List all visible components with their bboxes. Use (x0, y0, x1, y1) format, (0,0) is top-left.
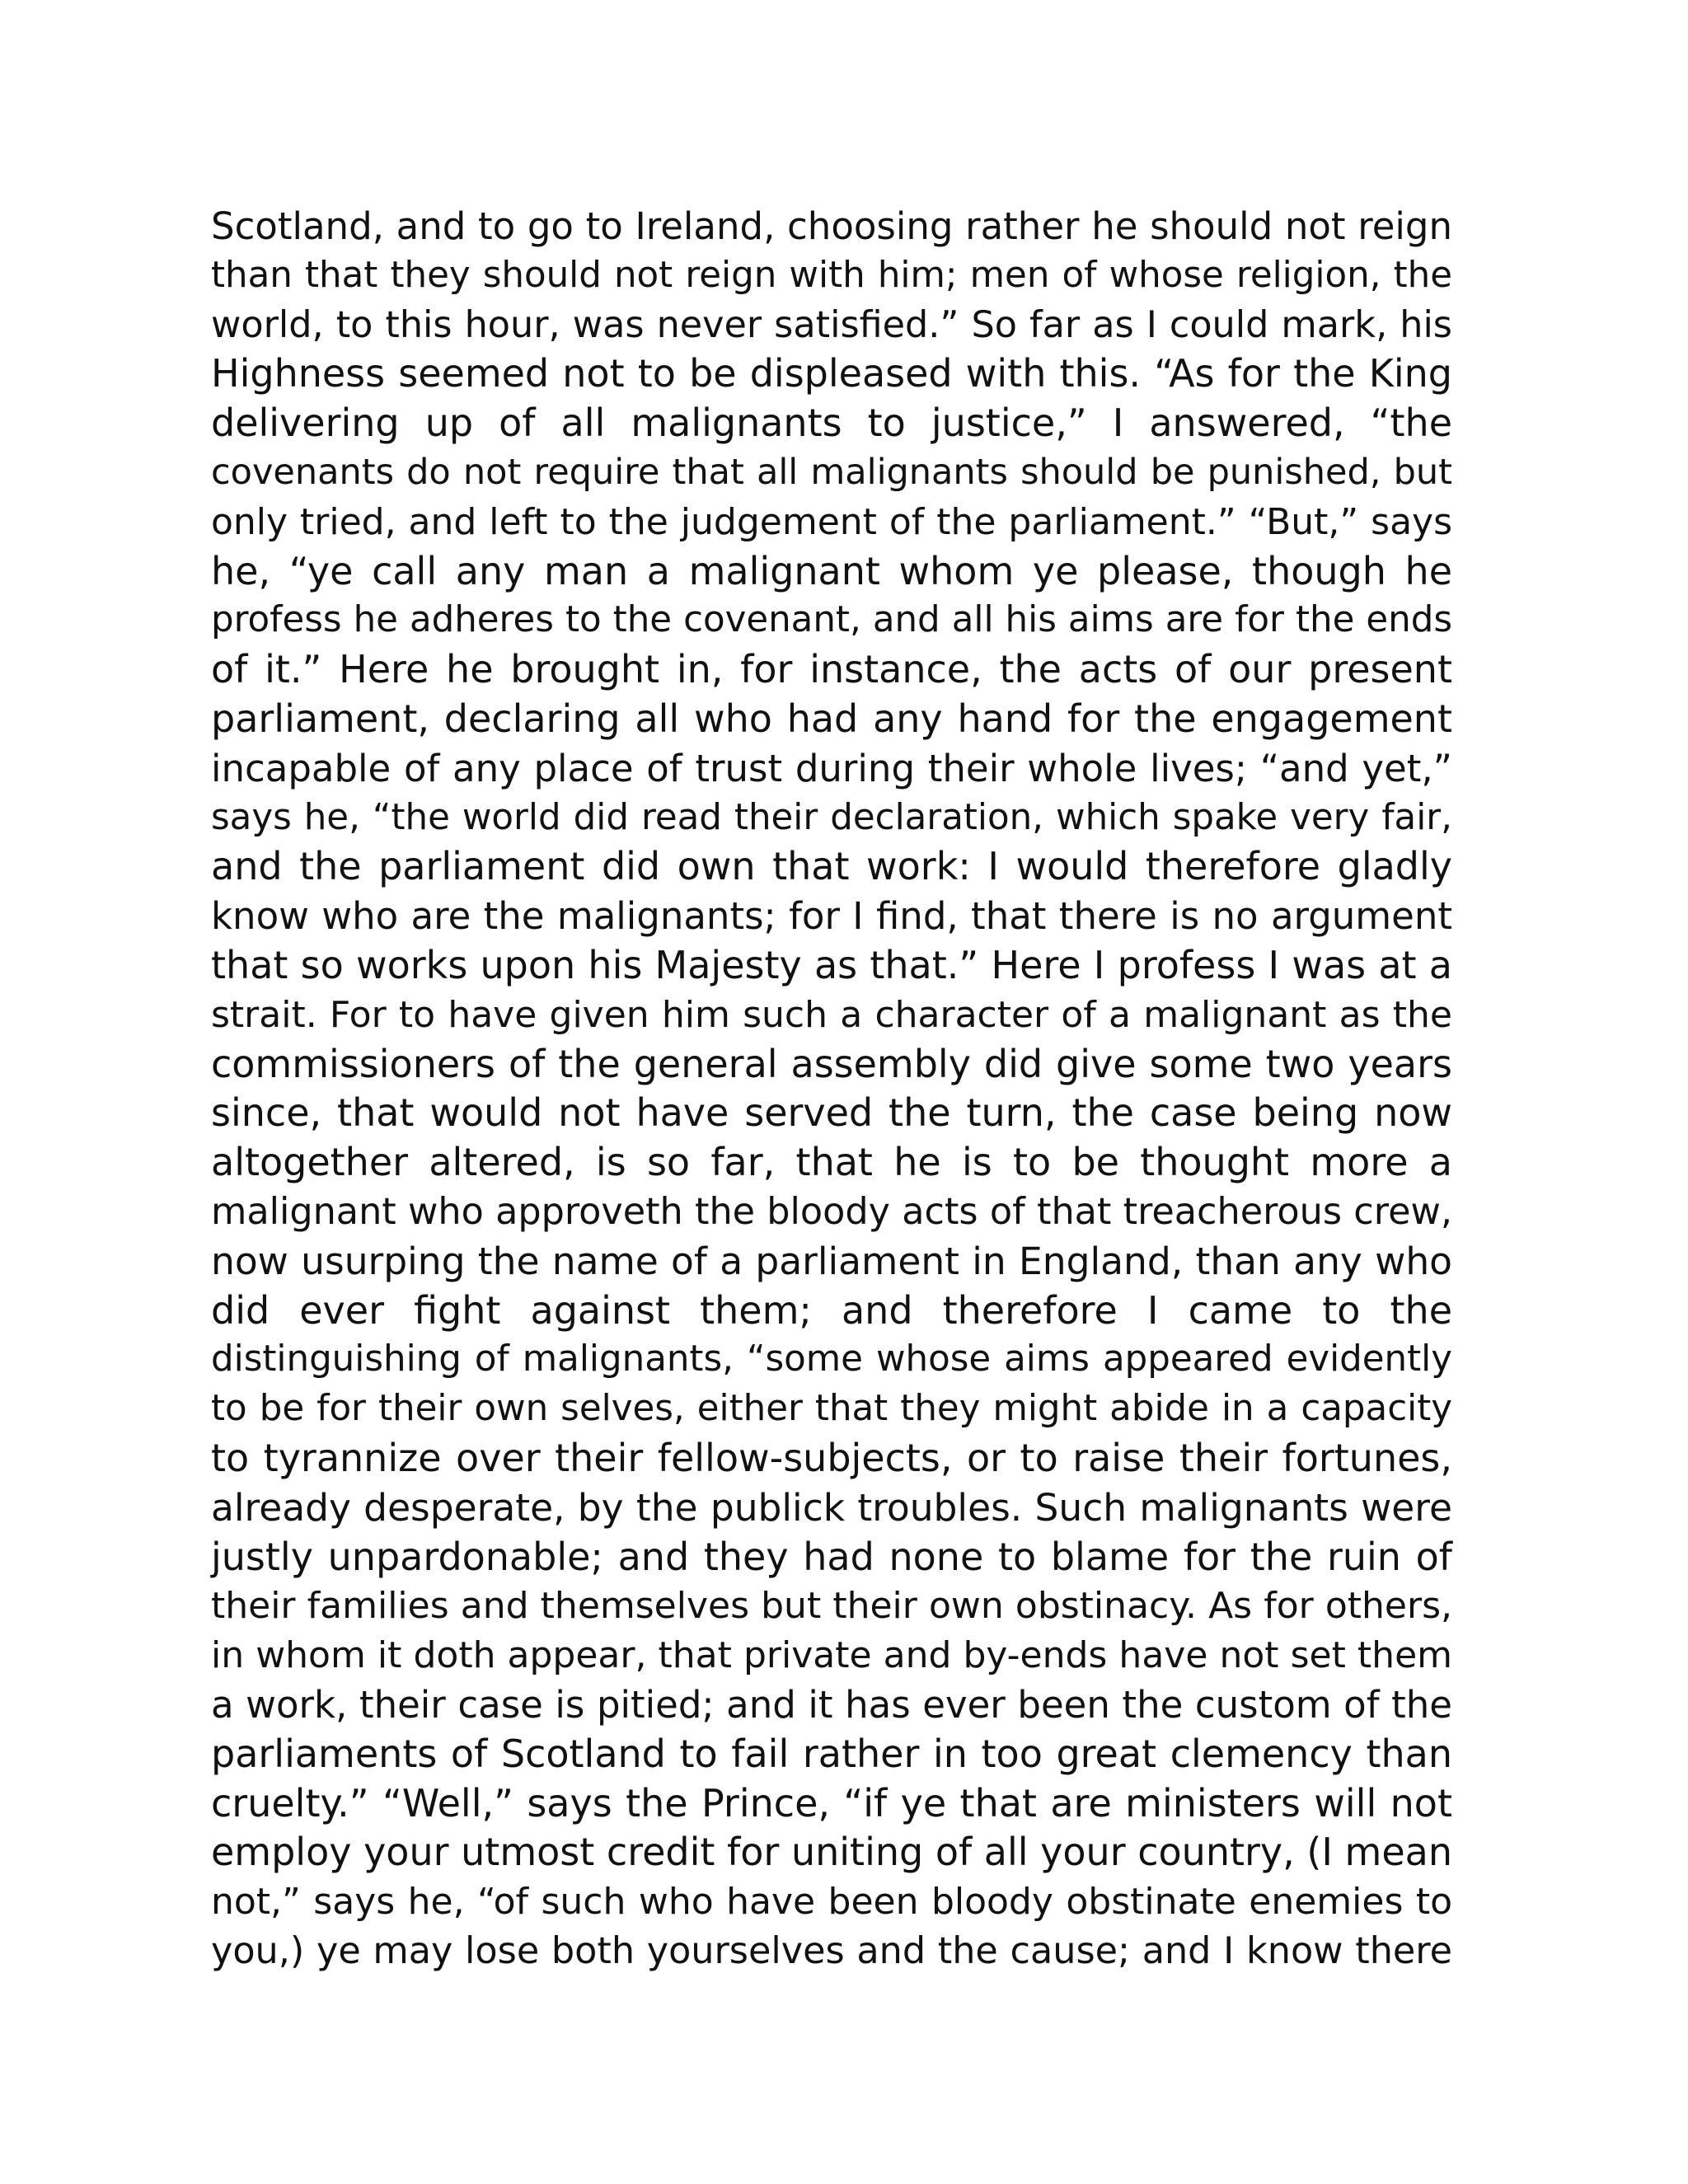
text-line: of it.” Here he brought in, for instance, the acts of our present (211, 647, 1452, 692)
body-text (211, 202, 1452, 1976)
text-line: justly unpardonable; and they had none to blame for the ruin of (211, 1534, 1452, 1579)
text-line: commissioners of the general assembly did give some two years (211, 1041, 1452, 1086)
text-line: employ your utmost credit for uniting of all your country, (I mean (211, 1830, 1452, 1875)
text-line: cruelty.” “Well,” says the Prince, “if ye that are ministers will not (211, 1780, 1452, 1825)
text-line: in whom it doth appear, that private and by-ends have not set them (211, 1634, 1452, 1677)
text-line: delivering up of all malignants to justice,” I answered, “the (211, 401, 1452, 446)
text-line: already desperate, by the publick troubles. Such malignants were (211, 1485, 1452, 1530)
text-line: world, to this hour, was never satisfied.” So far as I could mark, his (211, 303, 1452, 346)
text-line: did ever fight against them; and therefore I came to the (211, 1287, 1452, 1333)
text-line: parliament, declaring all who had any hand for the engagement (211, 696, 1452, 741)
text-line: parliaments of Scotland to fail rather in too great clemency than (211, 1731, 1452, 1776)
text-line: not,” says he, “of such who have been bloody obstinate enemies to (211, 1881, 1452, 1924)
text-line: a work, their case is pitied; and it has ever been the custom of the (211, 1682, 1452, 1727)
text-line: strait. For to have given him such a character of a malignant as the (211, 993, 1452, 1036)
text-line: incapable of any place of trust during their whole lives; “and yet,” (211, 746, 1452, 790)
text-line: their families and themselves but their own obstinacy. As for others, (211, 1585, 1452, 1628)
text-line: covenants do not require that all malignants should be punished, but (211, 451, 1452, 493)
text-line: since, that would not have served the turn, the case being now (211, 1090, 1452, 1136)
text-line: you,) ye may lose both yourselves and the cause; and I know there (211, 1929, 1452, 1972)
text-line: know who are the malignants; for I find, that there is no argument (211, 894, 1452, 939)
text-line: he, “ye call any man a malignant whom ye please, though he (211, 548, 1452, 593)
text-line: says he, “the world did read their declaration, which spake very fair, (211, 796, 1452, 838)
text-line: that so works upon his Majesty as that.” Here I profess I was at a (211, 942, 1452, 987)
text-line: Scotland, and to go to Ireland, choosing rather he should not reign (211, 204, 1452, 248)
text-line: to tyrannize over their fellow-subjects, or to raise their fortunes, (211, 1435, 1452, 1480)
text-line: only tried, and left to the judgement of the parliament.” “But,” says (211, 500, 1452, 543)
text-line: malignant who approveth the bloody acts of that treacherous crew, (211, 1190, 1452, 1233)
text-line: now usurping the name of a parliament in England, than any who (211, 1239, 1452, 1283)
text-line: altogether altered, is so far, that he is to be thought more a (211, 1140, 1452, 1185)
text-line: to be for their own selves, either that they might abide in a capacity (211, 1388, 1452, 1430)
text-line: and the parliament did own that work: I would therefore gladly (211, 844, 1452, 889)
text-line: Highness seemed not to be displeased with this. “As for the King (211, 351, 1452, 396)
text-line: profess he adheres to the covenant, and all his aims are for the ends (211, 599, 1452, 641)
text-line: distinguishing of malignants, “some whose aims appeared evidently (211, 1338, 1452, 1380)
text-line: than that they should not reign with him; men of whose religion, the (211, 254, 1452, 296)
